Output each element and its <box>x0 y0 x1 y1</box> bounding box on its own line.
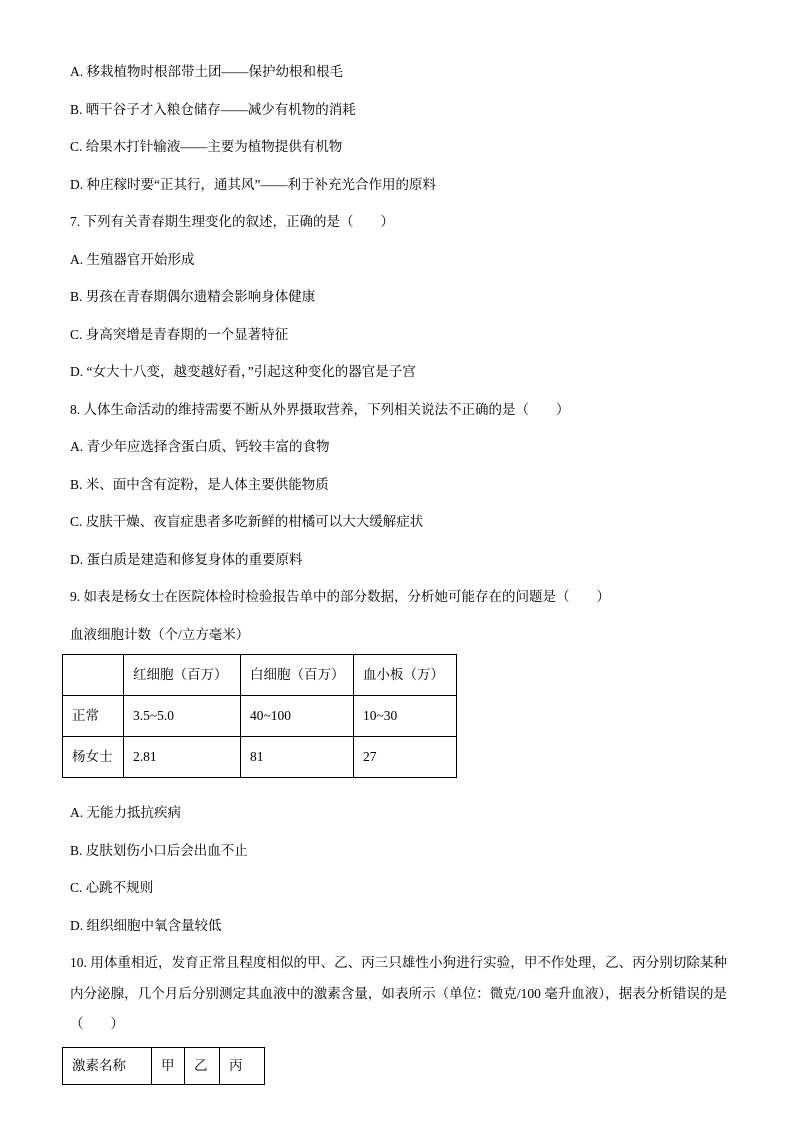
table-cell: 40~100 <box>241 696 354 737</box>
table-header-cell-wbc: 白细胞（百万） <box>241 655 354 696</box>
hormone-header-bing: 丙 <box>220 1047 265 1084</box>
table-cell: 2.81 <box>124 737 241 778</box>
table-cell: 3.5~5.0 <box>124 696 241 737</box>
q8-option-a: A. 青少年应选择含蛋白质、钙较丰富的食物 <box>70 439 330 454</box>
q7-stem: 7. 下列有关青春期生理变化的叙述，正确的是（ ） <box>70 214 394 229</box>
table-cell: 杨女士 <box>63 737 124 778</box>
q9-option-d: D. 组织细胞中氧含量较低 <box>70 917 222 933</box>
hormone-table-header-row <box>63 1047 265 1084</box>
q6-option-d: D. 种庄稼时要“正其行，通其风”——利于补充光合作用的原料 <box>70 176 436 192</box>
q8-option-c: C. 皮肤干燥、夜盲症患者多吃新鲜的柑橘可以大大缓解症状 <box>70 514 424 529</box>
table-header-cell-empty <box>63 655 124 696</box>
q8-stem: 8. 人体生命活动的维持需要不断从外界摄取营养，下列相关说法不正确的是（ ） <box>70 401 570 417</box>
q9-stem: 9. 如表是杨女士在医院体检时检验报告单中的部分数据，分析她可能存在的问题是（ ） <box>70 589 610 604</box>
table-header-row <box>63 655 457 696</box>
table-cell: 10~30 <box>354 696 457 737</box>
q6-option-a: A. 移栽植物时根部带土团——保护幼根和根毛 <box>70 64 343 79</box>
table-row-normal <box>63 696 457 737</box>
q8-option-d: D. 蛋白质是建造和修复身体的重要原料 <box>70 551 303 567</box>
q7-option-c: C. 身高突增是青春期的一个显著特征 <box>70 326 289 342</box>
table-row-ms-yang <box>63 737 457 778</box>
hormone-header-jia: 甲 <box>152 1047 185 1084</box>
table-header-cell-platelet: 血小板（万） <box>354 655 457 696</box>
q9-option-b: B. 皮肤划伤小口后会出血不止 <box>70 842 248 858</box>
q9-option-a: A. 无能力抵抗疾病 <box>70 805 181 820</box>
q6-option-b: B. 晒干谷子才入粮仓储存——减少有机物的消耗 <box>70 101 356 117</box>
q9-option-c: C. 心跳不规则 <box>70 880 154 895</box>
table-cell: 正常 <box>63 696 124 737</box>
table-cell: 27 <box>354 737 457 778</box>
q6-option-c: C. 给果木打针输液――主要为植物提供有机物 <box>70 139 343 154</box>
table-cell: 81 <box>241 737 354 778</box>
hormone-header-yi: 乙 <box>185 1047 220 1084</box>
q10-stem: 10. 用体重相近，发育正常且程度相似的甲、乙、丙三只雄性小狗进行实验，甲不作处理，乙、丙分别切除某种内分泌腺，几个月后分别测定其血液中的激素含量，如表所示（单位：微克/100 毫升血液），据表分析错误的是（ ） <box>70 955 727 1031</box>
q8-option-b: B. 米、面中含有淀粉，是人体主要供能物质 <box>70 476 329 492</box>
q7-option-a: A. 生殖器官开始形成 <box>70 251 195 267</box>
blood-table-caption: 血液细胞计数（个/立方毫米） <box>70 626 250 642</box>
hormone-table <box>62 1047 265 1085</box>
q7-option-b: B. 男孩在青春期偶尔遗精会影响身体健康 <box>70 289 316 304</box>
q7-option-d: D. “女大十八变，越变越好看，”引起这种变化的器官是子宫 <box>70 364 416 379</box>
table-header-cell-rbc: 红细胞（百万） <box>124 655 241 696</box>
hormone-header-name: 激素名称 <box>63 1047 152 1084</box>
blood-cell-count-table <box>62 654 457 778</box>
